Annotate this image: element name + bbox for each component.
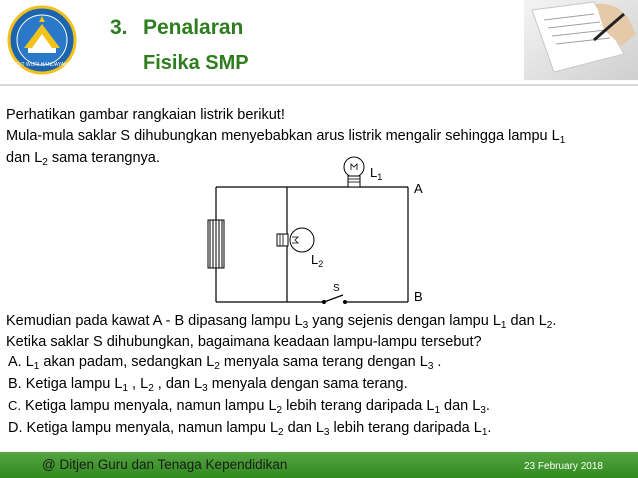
- option-c: C. Ketiga lampu menyala, namun lampu $L_2$ lebih terang daripada $L_1$ dan $L_3$.: [8, 398, 490, 416]
- switch-label: S: [333, 283, 340, 294]
- lamp-l1-icon: [344, 157, 364, 187]
- option-a: A. $L_1$ akan padam, sedangkan $L_2$ menyala sama terang dengan $L_3$ .: [8, 354, 442, 372]
- question-line-2: Ketika saklar S dihubungkan, bagaimana keadaan lampu-lampu tersebut?: [6, 334, 482, 350]
- problem-line-1: Mula-mula saklar S dihubungkan menyebabkan arus listrik mengalir sehingga lampu $L_1$: [6, 128, 566, 146]
- logo-text: TUT WURI HANDAYANI: [14, 62, 70, 68]
- point-a-label: A: [414, 181, 423, 196]
- page-subtitle: Fisika SMP: [143, 52, 249, 74]
- intro-text: Perhatikan gambar rangkaian listrik berikut!: [6, 107, 285, 123]
- battery-icon: [208, 220, 224, 268]
- section-number: 3.: [110, 16, 128, 39]
- point-b-label: B: [414, 289, 423, 304]
- header-divider: [0, 84, 638, 86]
- header-photo: [524, 0, 638, 80]
- circuit-diagram: [200, 150, 440, 312]
- lamp-l1-label: $L_1$: [370, 165, 383, 182]
- lamp-l2-label: $L_2$: [311, 252, 324, 269]
- lamp-l2-icon: [277, 228, 314, 252]
- option-b: B. Ketiga lampu $L_1$ , $L_2$ , dan $L_3$ menyala dengan sama terang.: [8, 376, 408, 394]
- option-d: D. Ketiga lampu menyala, namun lampu $L_2$ dan $L_3$ lebih terang daripada $L_1$.: [8, 420, 492, 438]
- footer-credit: @ Ditjen Guru dan Tenaga Kependidikan: [42, 457, 288, 472]
- page-title: Penalaran: [143, 16, 244, 39]
- switch-contact-right: [343, 300, 347, 304]
- tut-wuri-handayani-logo: [6, 4, 78, 76]
- switch-arm: [324, 295, 343, 302]
- footer-date: 23 February 2018: [524, 461, 603, 472]
- problem-line-2: dan $L_2$ sama terangnya.: [6, 150, 160, 168]
- switch-contact-left: [322, 300, 326, 304]
- question-line-1: Kemudian pada kawat A - B dipasang lampu $L_3$ yang sejenis dengan lampu $L_1$ dan $L_2$.: [6, 313, 557, 331]
